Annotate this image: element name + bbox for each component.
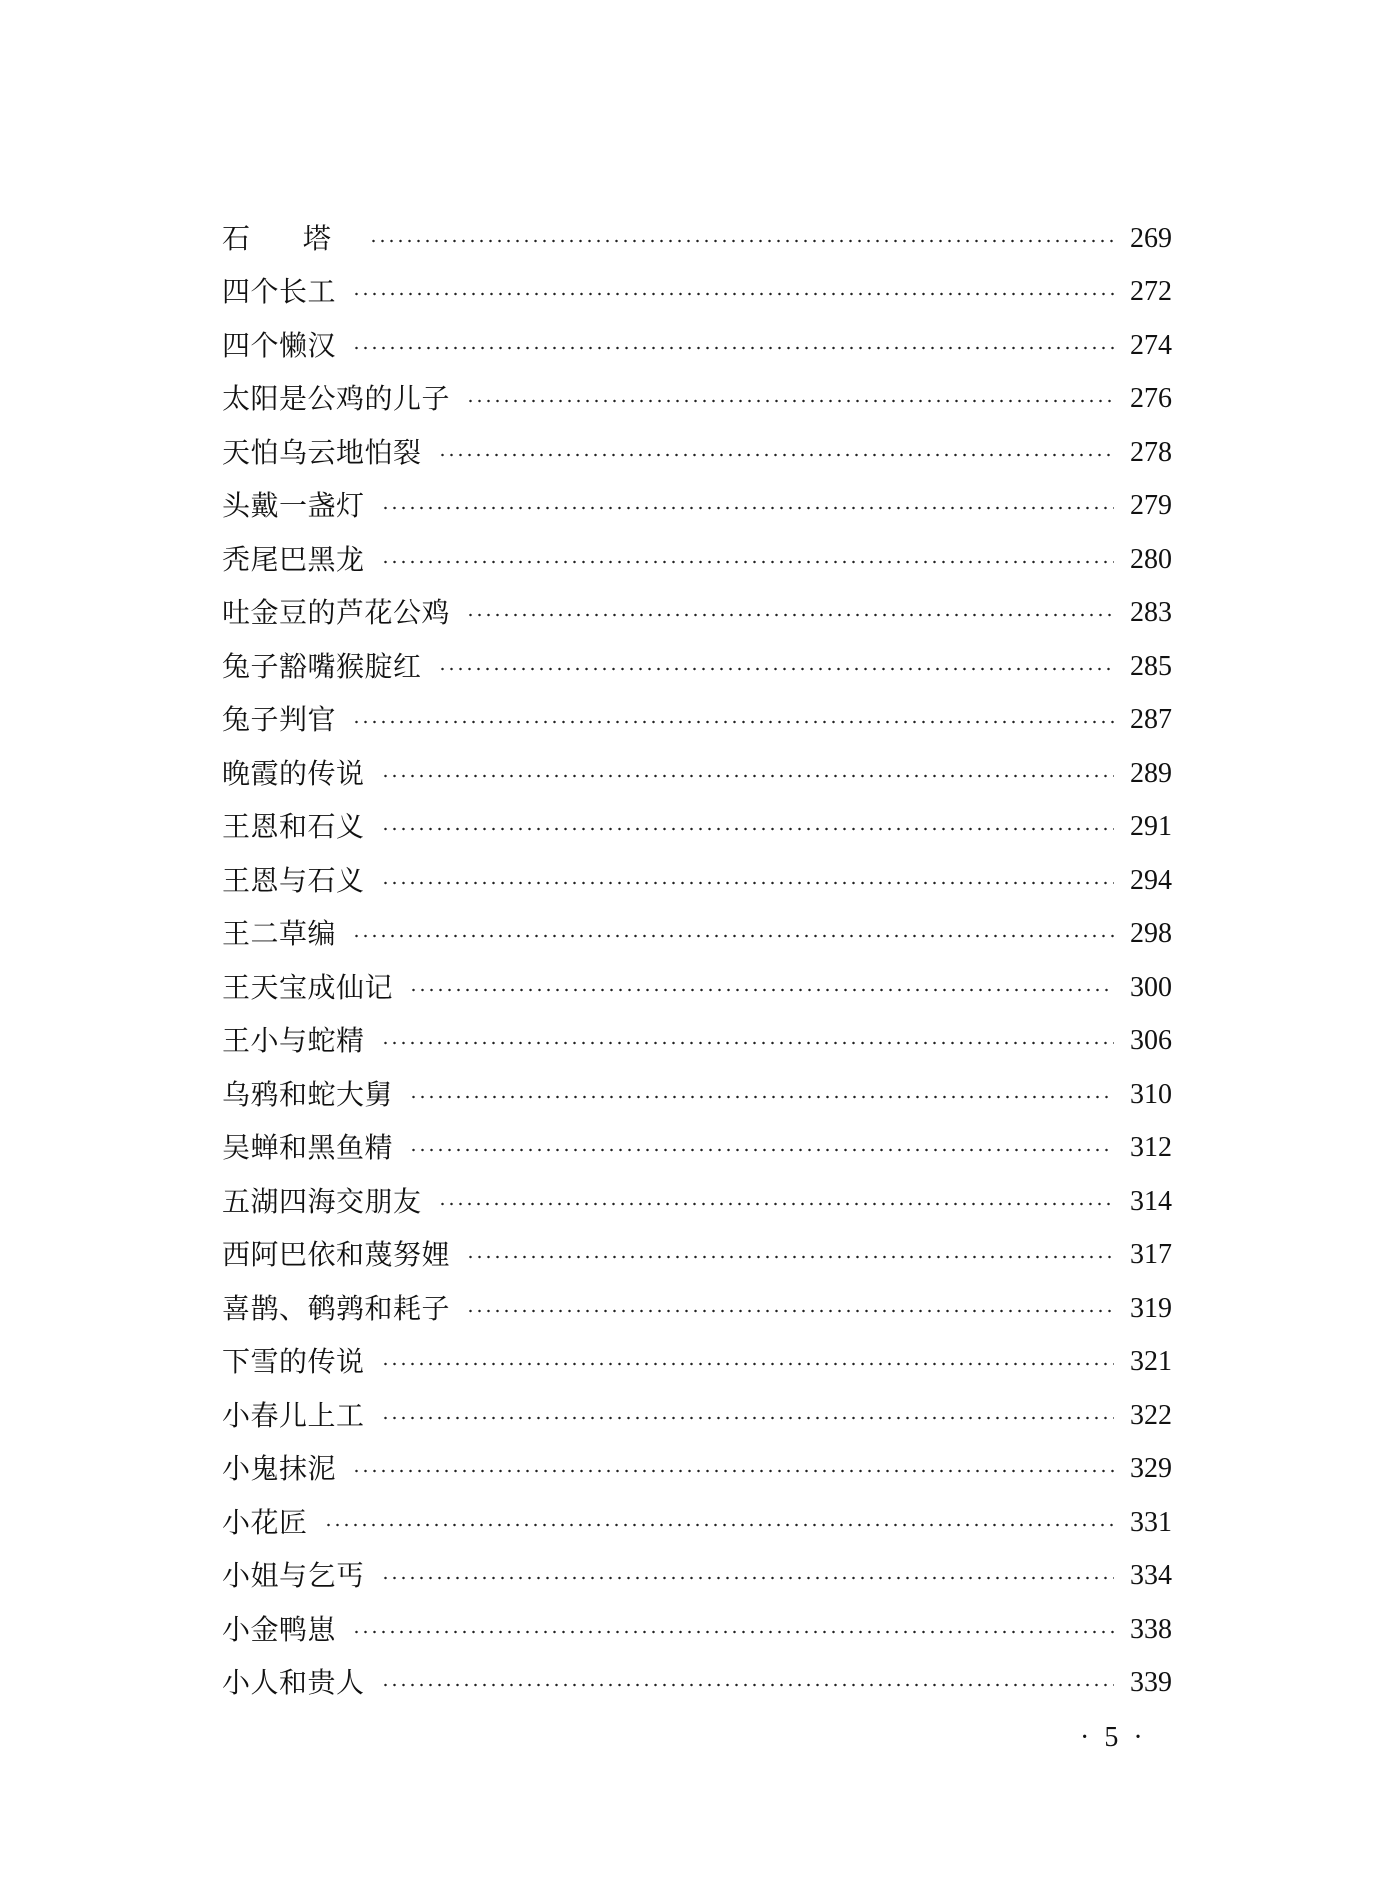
toc-entry-title: 晚霞的传说 — [222, 756, 365, 790]
toc-entry-page: 300 — [1130, 971, 1172, 1003]
dot-leader — [381, 1362, 1114, 1366]
toc-entry[interactable] — [222, 1443, 1172, 1497]
toc-entry[interactable] — [222, 1496, 1172, 1550]
dot-leader — [466, 613, 1114, 617]
toc-entry-page: 306 — [1130, 1025, 1172, 1057]
toc-entry-page: 283 — [1130, 597, 1172, 629]
toc-entry-title: 吴蝉和黑鱼精 — [222, 1131, 394, 1165]
toc-entry-page: 278 — [1130, 436, 1172, 468]
dot-leader — [381, 1576, 1114, 1580]
toc-entry[interactable] — [222, 1657, 1172, 1711]
dot-leader — [466, 1255, 1114, 1259]
toc-entry-title: 太阳是公鸡的儿子 — [222, 382, 451, 416]
dot-leader — [409, 1148, 1114, 1152]
toc-entry-page: 331 — [1130, 1506, 1172, 1538]
toc-entry[interactable] — [222, 801, 1172, 855]
dot-leader — [381, 560, 1114, 564]
toc-entry[interactable] — [222, 747, 1172, 801]
toc-entry-page: 334 — [1130, 1560, 1172, 1592]
toc-entry-title: 秃尾巴黑龙 — [222, 542, 365, 576]
toc-entry-page: 269 — [1130, 222, 1172, 254]
dot-leader — [369, 239, 1114, 243]
toc-entry-title: 西阿巴依和蔑努娌 — [222, 1238, 451, 1272]
toc-entry-page: 339 — [1130, 1667, 1172, 1699]
dot-leader — [381, 1683, 1114, 1687]
dot-leader — [381, 881, 1114, 885]
toc-entry[interactable] — [222, 1282, 1172, 1336]
toc-entry-page: 294 — [1130, 864, 1172, 896]
toc-entry-title: 喜鹊、鹌鹑和耗子 — [222, 1291, 451, 1325]
toc-entry[interactable] — [222, 908, 1172, 962]
dot-leader — [381, 506, 1114, 510]
dot-leader — [352, 1630, 1114, 1634]
toc-entry-title: 天怕乌云地怕裂 — [222, 435, 422, 469]
dot-leader — [438, 667, 1114, 671]
toc-entry-page: 274 — [1130, 329, 1172, 361]
toc-entry[interactable] — [222, 640, 1172, 694]
toc-entry-page: 310 — [1130, 1078, 1172, 1110]
toc-entry-page: 289 — [1130, 757, 1172, 789]
toc-entry[interactable] — [222, 426, 1172, 480]
dot-leader — [352, 346, 1114, 350]
toc-entry-title: 王恩与石义 — [222, 863, 365, 897]
toc-entry-page: 279 — [1130, 490, 1172, 522]
toc-entry-title: 小人和贵人 — [222, 1666, 365, 1700]
toc-entry[interactable] — [222, 1122, 1172, 1176]
toc-entry[interactable] — [222, 1175, 1172, 1229]
toc-entry-page: 298 — [1130, 918, 1172, 950]
toc-entry-title: 王小与蛇精 — [222, 1024, 365, 1058]
toc-entry-title: 兔子豁嘴猴腚红 — [222, 649, 422, 683]
toc-entry-page: 287 — [1130, 704, 1172, 736]
toc-entry[interactable] — [222, 533, 1172, 587]
toc-entry-page: 314 — [1130, 1185, 1172, 1217]
toc-entry-title: 兔子判官 — [222, 703, 337, 737]
toc-entry-title: 小鬼抹泥 — [222, 1452, 337, 1486]
toc-entry[interactable] — [222, 1603, 1172, 1657]
toc-entry-title: 吐金豆的芦花公鸡 — [222, 596, 451, 630]
toc-entry-title: 下雪的传说 — [222, 1345, 365, 1379]
toc-entry-page: 317 — [1130, 1239, 1172, 1271]
page-number: · 5 · — [1080, 1722, 1147, 1753]
toc-entry-page: 338 — [1130, 1613, 1172, 1645]
toc-entry-title: 王天宝成仙记 — [222, 970, 394, 1004]
toc-entry-page: 280 — [1130, 543, 1172, 575]
dot-leader — [381, 1416, 1114, 1420]
toc-entry[interactable] — [222, 1336, 1172, 1390]
dot-leader — [438, 1202, 1114, 1206]
dot-leader — [409, 1095, 1114, 1099]
toc-entry-title: 小金鸭崽 — [222, 1612, 337, 1646]
toc-entry-page: 321 — [1130, 1346, 1172, 1378]
toc-entry-title: 四个长工 — [222, 275, 337, 309]
toc-entry[interactable] — [222, 1068, 1172, 1122]
dot-leader — [409, 988, 1114, 992]
toc-entry[interactable] — [222, 587, 1172, 641]
dot-leader — [381, 827, 1114, 831]
toc-entry-title: 小春儿上工 — [222, 1398, 365, 1432]
toc-entry[interactable] — [222, 480, 1172, 534]
toc-entry-page: 276 — [1130, 383, 1172, 415]
toc-entry-page: 291 — [1130, 811, 1172, 843]
toc-entry[interactable] — [222, 1550, 1172, 1604]
dot-leader — [381, 774, 1114, 778]
toc-entry-page: 319 — [1130, 1292, 1172, 1324]
toc-entry-page: 329 — [1130, 1453, 1172, 1485]
dot-leader — [352, 1469, 1114, 1473]
toc-entry-title: 乌鸦和蛇大舅 — [222, 1077, 394, 1111]
toc-entry[interactable] — [222, 266, 1172, 320]
dot-leader — [466, 399, 1114, 403]
toc-entry[interactable] — [222, 1389, 1172, 1443]
dot-leader — [438, 453, 1114, 457]
toc-entry[interactable] — [222, 1229, 1172, 1283]
toc-entry-title: 小花匠 — [222, 1505, 308, 1539]
toc-entry[interactable] — [222, 319, 1172, 373]
toc-entry-page: 272 — [1130, 276, 1172, 308]
toc-entry-page: 322 — [1130, 1399, 1172, 1431]
toc-entry[interactable] — [222, 1015, 1172, 1069]
dot-leader — [352, 292, 1114, 296]
toc-entry-page: 312 — [1130, 1132, 1172, 1164]
dot-leader — [381, 1041, 1114, 1045]
toc-entry-page: 285 — [1130, 650, 1172, 682]
dot-leader — [352, 720, 1114, 724]
toc-entry[interactable] — [222, 373, 1172, 427]
toc-entry[interactable] — [222, 694, 1172, 748]
toc-entry-title: 五湖四海交朋友 — [222, 1184, 422, 1218]
toc-entry[interactable] — [222, 961, 1172, 1015]
dot-leader — [466, 1309, 1114, 1313]
dot-leader — [352, 934, 1114, 938]
toc-entry-title: 小姐与乞丐 — [222, 1559, 365, 1593]
toc-entry-title: 头戴一盏灯 — [222, 489, 365, 523]
toc-entry-title: 四个懒汉 — [222, 328, 337, 362]
table-of-contents — [222, 212, 1172, 1710]
toc-entry-title: 王二草编 — [222, 917, 337, 951]
dot-leader — [324, 1523, 1114, 1527]
toc-entry[interactable] — [222, 854, 1172, 908]
toc-entry[interactable] — [222, 212, 1172, 266]
toc-entry-title: 王恩和石义 — [222, 810, 365, 844]
toc-entry-title: 石 塔 — [222, 221, 353, 255]
